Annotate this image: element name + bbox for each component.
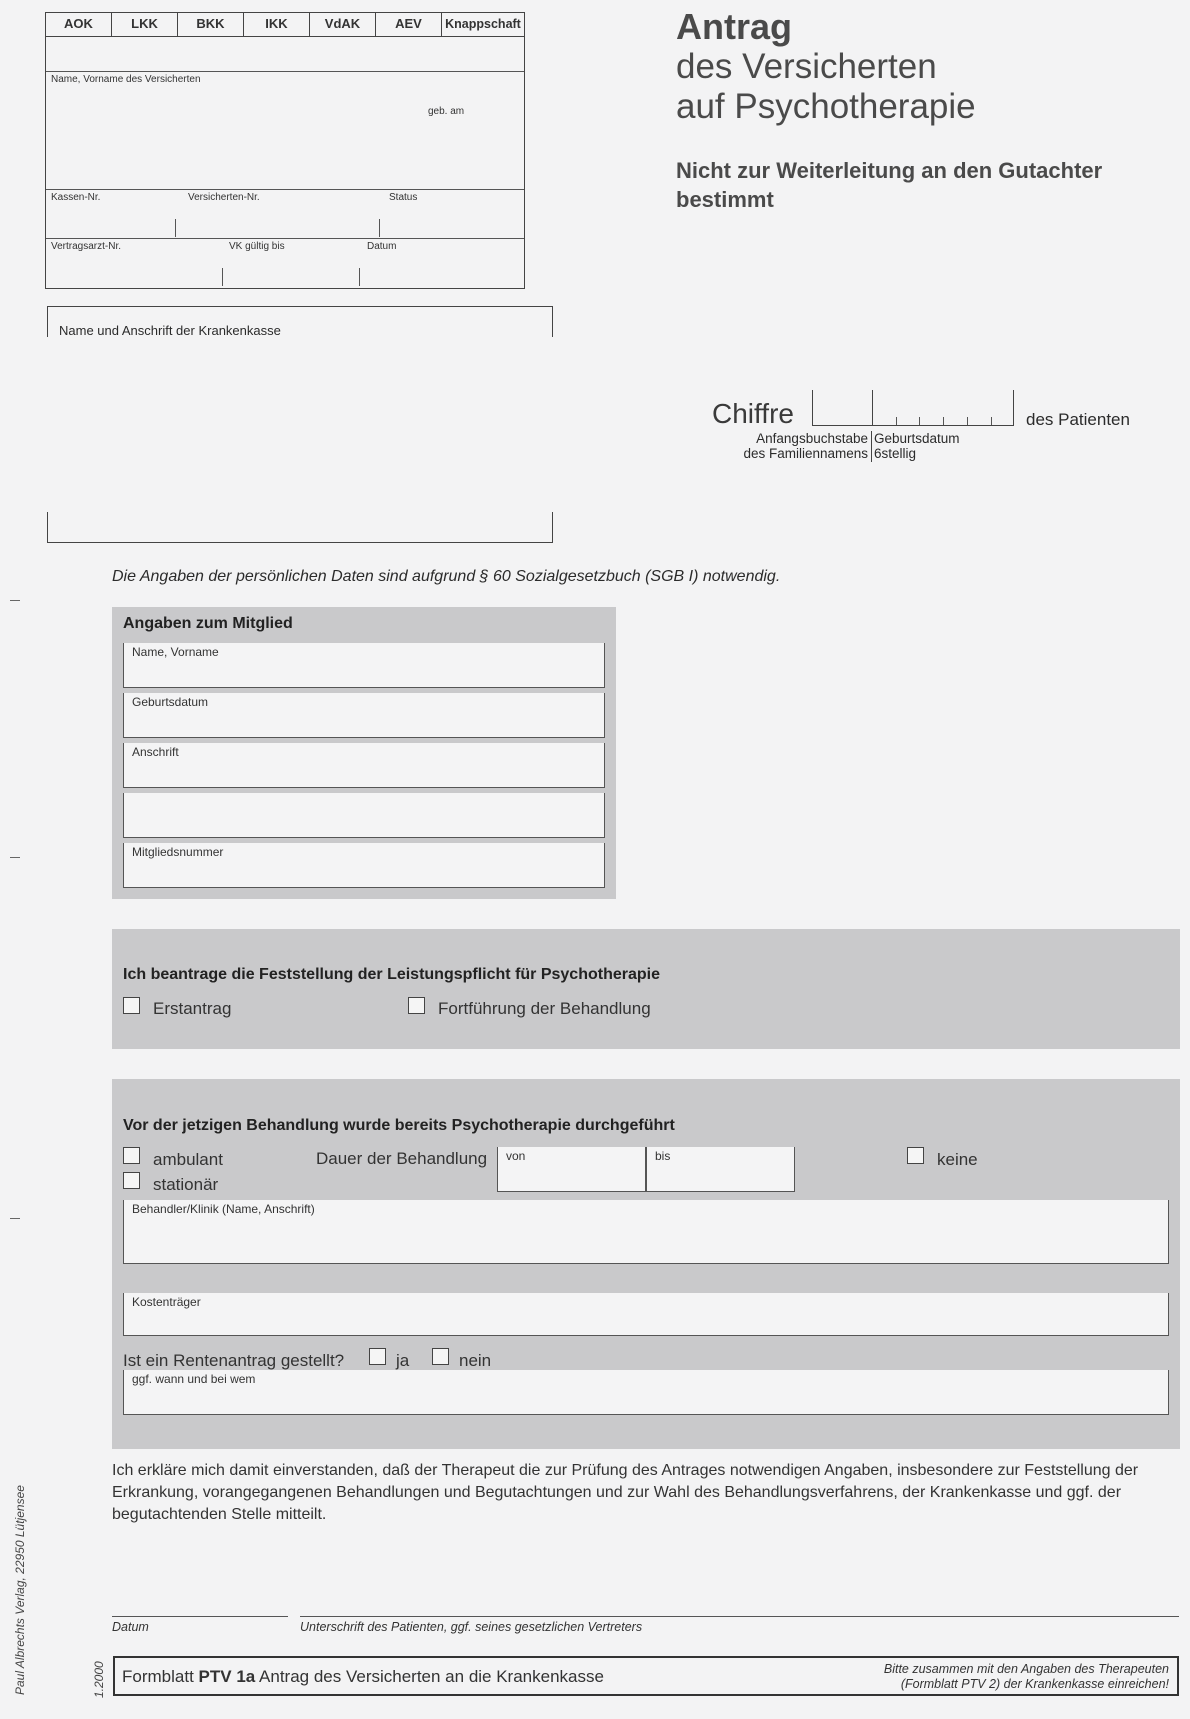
divider xyxy=(46,189,524,190)
signature-line[interactable] xyxy=(300,1616,1179,1617)
form-version: 1.2000 xyxy=(92,1661,106,1698)
member-birthdate-field[interactable]: Geburtsdatum xyxy=(123,693,605,738)
kasse-lkk[interactable]: LKK xyxy=(112,13,178,36)
versicherten-nr-label: Versicherten-Nr. xyxy=(188,192,260,203)
duration-from-field[interactable]: von xyxy=(497,1147,646,1192)
field-tick xyxy=(359,268,360,286)
form-code: Formblatt PTV 1a Antrag des Versicherten an die Krankenkasse xyxy=(122,1667,604,1686)
member-address-field-2[interactable] xyxy=(123,793,605,838)
form-subtitle-1: des Versicherten xyxy=(676,47,937,86)
name-label: Name, Vorname des Versicherten xyxy=(51,74,201,85)
datum-label: Datum xyxy=(367,241,397,252)
member-panel-title: Angaben zum Mitglied xyxy=(123,615,293,632)
date-label: Datum xyxy=(112,1620,149,1634)
duration-label: Dauer der Behandlung xyxy=(316,1149,488,1168)
chiffre-label: Chiffre xyxy=(712,398,794,429)
field-tick xyxy=(175,219,176,237)
address-field[interactable] xyxy=(47,337,553,512)
geb-label: geb. am xyxy=(428,106,465,117)
divider xyxy=(46,238,524,239)
form-title: Antrag xyxy=(676,6,792,47)
application-type-title: Ich beantrage die Feststellung der Leistungspflicht für Psychotherapie xyxy=(123,966,660,983)
member-name-field[interactable]: Name, Vorname xyxy=(123,643,605,688)
fortfuehrung-label: Fortführung der Behandlung xyxy=(438,999,651,1018)
pension-no-checkbox[interactable] xyxy=(432,1348,449,1365)
pension-details-field[interactable]: ggf. wann und bei wem xyxy=(123,1370,1169,1415)
vk-label: VK gültig bis xyxy=(229,241,285,252)
signature-label: Unterschrift des Patienten, ggf. seines gesetzlichen Vertreters xyxy=(300,1620,643,1634)
prior-treatment-title: Vor der jetzigen Behandlung wurde bereits Psychotherapie durchgeführt xyxy=(123,1117,675,1134)
date-line[interactable] xyxy=(112,1616,288,1617)
fold-mark xyxy=(10,1218,20,1219)
pension-yes-label: ja xyxy=(396,1351,410,1370)
erstantrag-label: Erstantrag xyxy=(153,999,232,1018)
kasse-knappschaft[interactable]: Knappschaft xyxy=(445,17,521,31)
kostentraeger-field[interactable]: Kostenträger xyxy=(123,1293,1169,1336)
chiffre-caption-initial: Anfangsbuchstabe des Familiennamens xyxy=(743,431,868,461)
divider xyxy=(46,71,524,72)
member-address-field[interactable]: Anschrift xyxy=(123,743,605,788)
address-label: Name und Anschrift der Krankenkasse xyxy=(59,323,281,338)
kasse-vdak[interactable]: VdAK xyxy=(310,13,376,36)
duration-to-field[interactable]: bis xyxy=(646,1147,795,1192)
ambulant-checkbox[interactable] xyxy=(123,1147,140,1164)
pension-question: Ist ein Rentenantrag gestellt? xyxy=(123,1351,345,1370)
chiffre-caption-birthdate: Geburtsdatum 6stellig xyxy=(874,431,960,461)
prior-treatment-panel xyxy=(112,1079,1180,1449)
member-panel xyxy=(112,607,616,899)
consent-text: Ich erkläre mich damit einverstanden, daß der Therapeut die zur Prüfung des Antrages notwendigen Angaben, insbesondere zur Feststellung der Erkrankung, vorangegangenen Behandlungen und Begutachtungen und zur Wahl des Behandlungsverfahrens, der Krankenkasse und ggf. der begutachtenden Stelle mitteilt. xyxy=(112,1462,1139,1523)
form-subtitle-2: auf Psychotherapie xyxy=(676,87,976,126)
member-number-field[interactable]: Mitgliedsnummer xyxy=(123,843,605,888)
kasse-aok[interactable]: AOK xyxy=(46,13,112,36)
publisher-imprint: Paul Albrechts Verlag, 22950 Lütjensee xyxy=(13,1485,27,1695)
kasse-ikk[interactable]: IKK xyxy=(244,13,310,36)
vertragsarzt-label: Vertragsarzt-Nr. xyxy=(51,241,122,252)
status-label: Status xyxy=(389,192,418,203)
fortfuehrung-checkbox[interactable] xyxy=(408,997,425,1014)
kassen-nr-label: Kassen-Nr. xyxy=(51,192,101,203)
kasse-bkk[interactable]: BKK xyxy=(178,13,244,36)
footer-instruction: Bitte zusammen mit den Angaben des Therapeuten (Formblatt PTV 2) der Krankenkasse einreichen! xyxy=(883,1662,1169,1691)
field-tick xyxy=(222,268,223,286)
insurance-type-tabs xyxy=(46,13,524,37)
field-tick xyxy=(379,219,380,237)
chiffre-field[interactable] xyxy=(812,390,1014,426)
ambulant-label: ambulant xyxy=(153,1150,223,1169)
pension-no-label: nein xyxy=(459,1351,492,1370)
caption-divider xyxy=(871,431,872,462)
erstantrag-checkbox[interactable] xyxy=(123,997,140,1014)
behandler-field[interactable]: Behandler/Klinik (Name, Anschrift) xyxy=(123,1200,1169,1264)
not-for-reviewer-note: Nicht zur Weiterleitung an den Gutachter bestimmt xyxy=(676,158,1103,212)
pension-yes-checkbox[interactable] xyxy=(369,1348,386,1365)
fold-mark xyxy=(10,600,20,601)
application-type-panel xyxy=(112,929,1180,1049)
stationaer-label: stationär xyxy=(153,1175,219,1194)
fold-mark xyxy=(10,857,20,858)
stationaer-checkbox[interactable] xyxy=(123,1172,140,1189)
form-footer xyxy=(113,1656,1179,1696)
chiffre-suffix: des Patienten xyxy=(1026,410,1130,429)
keine-label: keine xyxy=(937,1150,978,1169)
kasse-aev[interactable]: AEV xyxy=(376,13,442,36)
address-frame-bottom xyxy=(47,512,553,543)
insurance-header-box xyxy=(45,12,525,289)
keine-checkbox[interactable] xyxy=(907,1147,924,1164)
sgb-note: Die Angaben der persönlichen Daten sind aufgrund § 60 Sozialgesetzbuch (SGB I) notwendig. xyxy=(112,568,781,585)
